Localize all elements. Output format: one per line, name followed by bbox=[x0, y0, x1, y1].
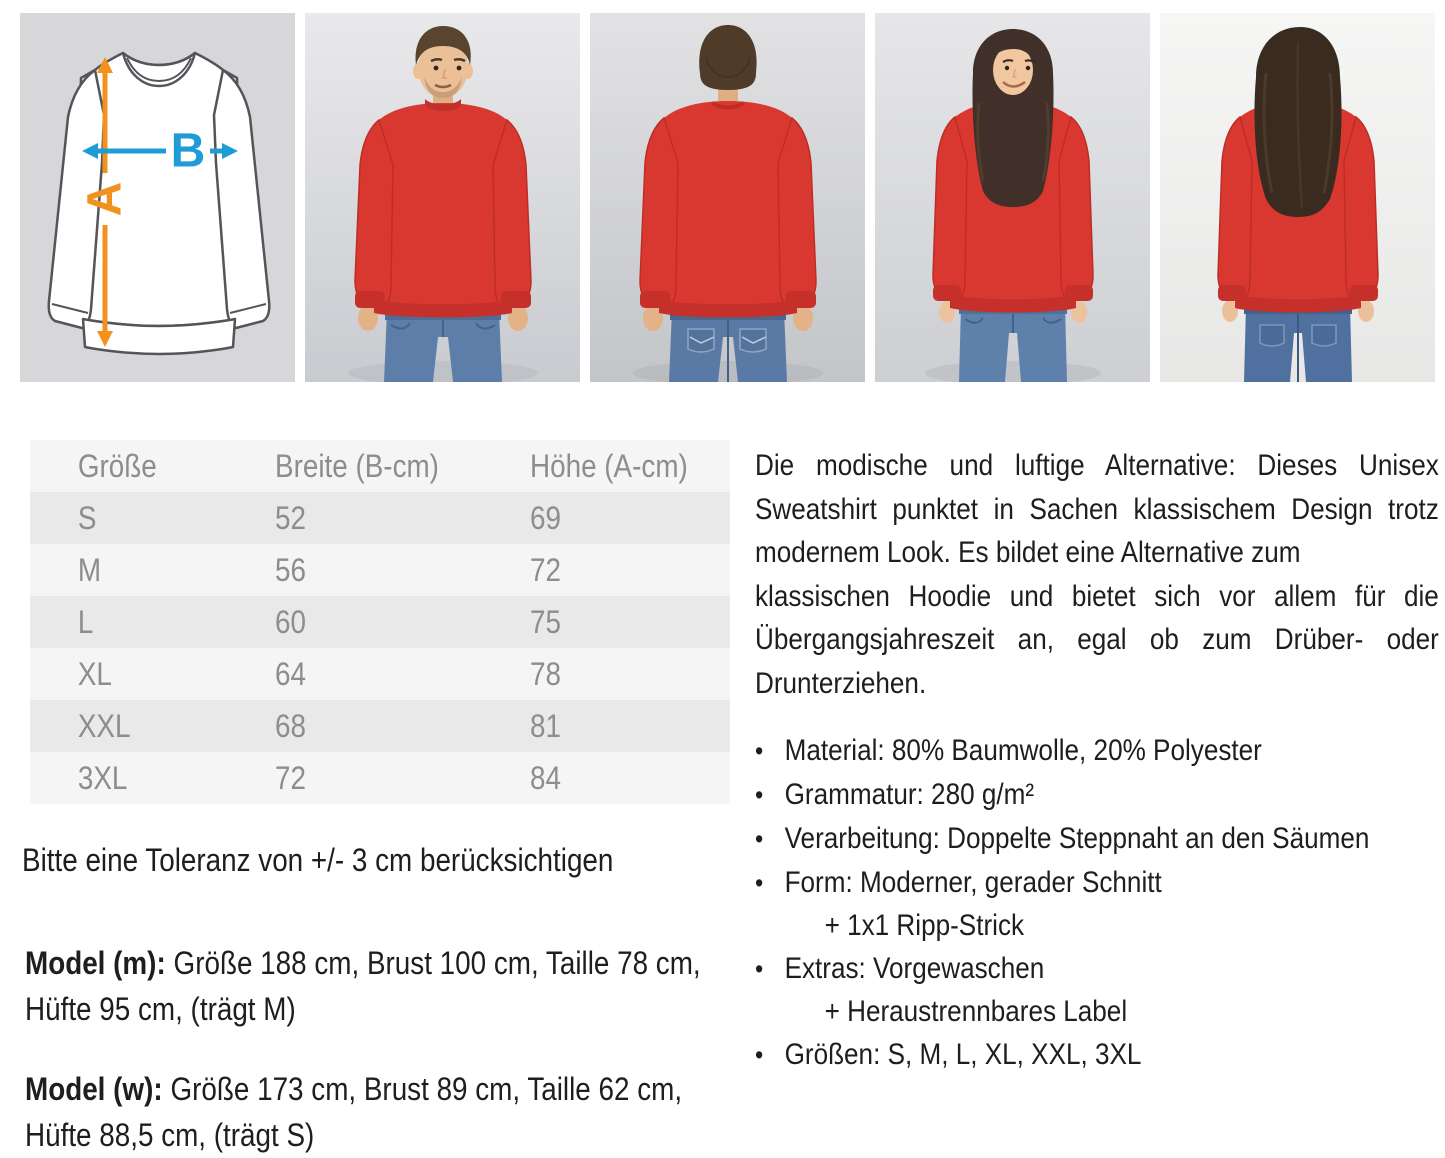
feature-text bbox=[785, 947, 1439, 1033]
size-row-s bbox=[30, 492, 730, 544]
photo-man-front bbox=[305, 13, 580, 382]
height-value: 75 bbox=[530, 603, 561, 640]
width-value: 64 bbox=[275, 655, 306, 692]
size-diagram-graphic bbox=[20, 13, 295, 382]
height-value: 72 bbox=[530, 551, 561, 588]
description-line: Die modische und luftige Alternative: Dieses Unisex bbox=[755, 449, 1439, 482]
size-value: L bbox=[77, 603, 94, 640]
feature-main-line: Form: Moderner, gerader Schnitt bbox=[784, 866, 1162, 899]
column-header-size: Größe bbox=[77, 447, 157, 484]
feature-text: Grammatur: 280 g/m² bbox=[784, 778, 1035, 811]
bullet-icon bbox=[755, 773, 785, 817]
width-value: 56 bbox=[275, 551, 306, 588]
height-value: 84 bbox=[530, 759, 561, 796]
model-female-details: Größe 173 cm, Brust 89 cm, Taille 62 cm, Hüfte 88,5 cm, (trägt S) bbox=[25, 1071, 683, 1153]
model-info-female bbox=[25, 1066, 747, 1158]
width-value: 72 bbox=[275, 759, 306, 796]
feature-text: Material: 80% Baumwolle, 20% Polyester bbox=[784, 734, 1262, 767]
width-value: 60 bbox=[275, 603, 306, 640]
feature-material bbox=[755, 729, 1439, 773]
size-value: 3XL bbox=[77, 759, 128, 796]
size-value: XL bbox=[77, 655, 112, 692]
photo-woman-back bbox=[1160, 13, 1435, 382]
feature-extra-line: + 1x1 Ripp-Strick bbox=[824, 909, 1025, 942]
feature-groessen bbox=[755, 1033, 1439, 1077]
size-row-xxl bbox=[30, 700, 730, 752]
tolerance-note: Bitte eine Toleranz von +/- 3 cm berücksichtigen bbox=[22, 842, 614, 878]
column-header-width: Breite (B-cm) bbox=[275, 447, 439, 484]
model-info-male bbox=[25, 940, 747, 1032]
feature-grammatur bbox=[755, 773, 1439, 817]
man-front-illustration bbox=[305, 13, 580, 382]
size-row-m bbox=[30, 544, 730, 596]
size-row-l bbox=[30, 596, 730, 648]
feature-text: Größen: S, M, L, XL, XXL, 3XL bbox=[784, 1038, 1142, 1071]
description-line: Übergangsjahreszeit an, egal ob zum Drüber- oder bbox=[755, 623, 1439, 656]
bullet-icon bbox=[755, 861, 785, 905]
column-header-height: Höhe (A-cm) bbox=[530, 447, 688, 484]
feature-text: Verarbeitung: Doppelte Steppnaht an den Säumen bbox=[784, 822, 1370, 855]
bullet-icon bbox=[755, 1033, 785, 1077]
feature-extra-line: + Heraustrennbares Label bbox=[824, 995, 1128, 1028]
size-value: M bbox=[77, 551, 102, 588]
description-line: modernem Look. Es bildet eine Alternative zum bbox=[755, 536, 1301, 569]
height-value: 69 bbox=[530, 499, 561, 536]
product-image-row bbox=[20, 13, 1435, 382]
feature-verarbeitung bbox=[755, 817, 1439, 861]
woman-front-illustration bbox=[875, 13, 1150, 382]
size-table-header-row bbox=[30, 440, 730, 492]
man-back-illustration bbox=[590, 13, 865, 382]
photo-man-back bbox=[590, 13, 865, 382]
bullet-icon bbox=[755, 729, 785, 773]
photo-woman-front bbox=[875, 13, 1150, 382]
size-row-3xl bbox=[30, 752, 730, 804]
bullet-icon bbox=[755, 817, 785, 861]
product-description bbox=[755, 444, 1439, 705]
width-value: 52 bbox=[275, 499, 306, 536]
feature-form bbox=[755, 861, 1439, 947]
feature-list bbox=[755, 729, 1439, 1077]
description-line: klassischen Hoodie und bietet sich vor allem für die bbox=[755, 579, 1439, 613]
description-line: Sweatshirt punktet in Sachen klassischem Design trotz bbox=[755, 492, 1439, 526]
description-line: Drunterziehen. bbox=[755, 666, 927, 700]
width-label-b: B bbox=[170, 124, 206, 178]
height-value: 78 bbox=[530, 655, 561, 692]
height-value: 81 bbox=[530, 707, 561, 744]
woman-back-illustration bbox=[1160, 13, 1435, 382]
size-row-xl bbox=[30, 648, 730, 700]
feature-extras bbox=[755, 947, 1439, 1033]
size-diagram bbox=[20, 13, 295, 382]
size-value: S bbox=[77, 499, 97, 536]
model-male-details: Größe 188 cm, Brust 100 cm, Taille 78 cm, Hüfte 95 cm, (trägt M) bbox=[25, 945, 701, 1027]
bullet-icon bbox=[755, 947, 785, 991]
size-table bbox=[30, 440, 730, 804]
model-male-label: Model (m): bbox=[25, 945, 166, 981]
size-value: XXL bbox=[77, 707, 131, 744]
feature-main-line: Extras: Vorgewaschen bbox=[784, 952, 1045, 985]
model-female-label: Model (w): bbox=[25, 1071, 163, 1107]
width-value: 68 bbox=[275, 707, 306, 744]
feature-text bbox=[785, 861, 1439, 947]
height-label-a: A bbox=[78, 181, 132, 217]
